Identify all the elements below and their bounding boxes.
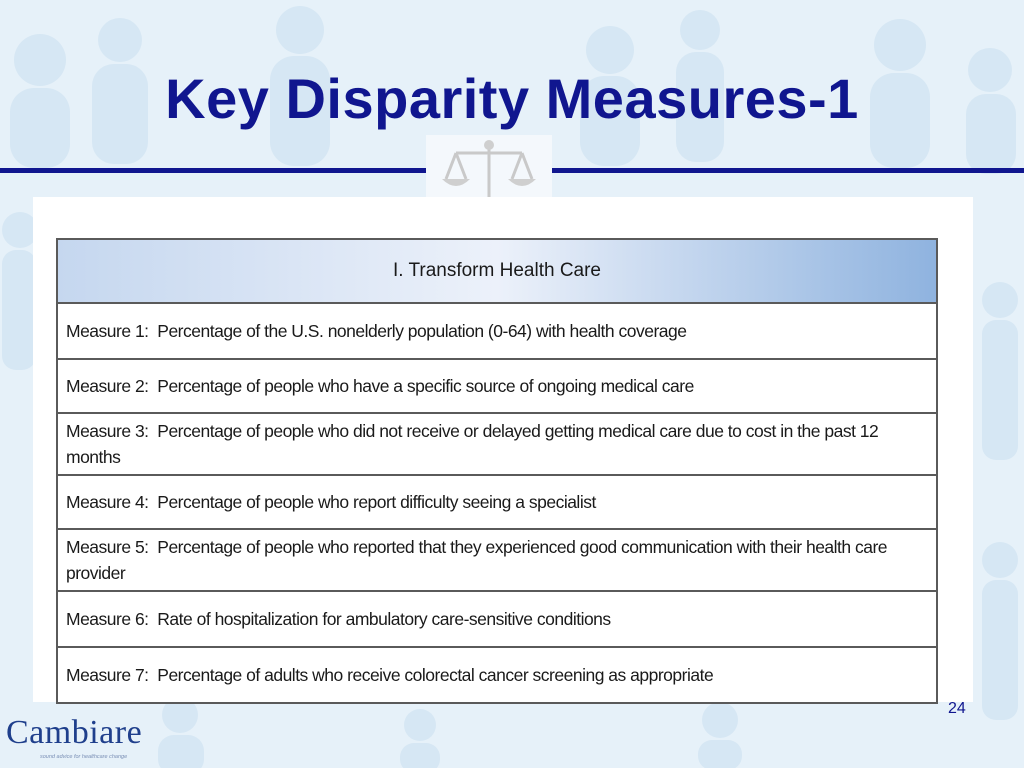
- measure-text: Percentage of adults who receive colorectal cancer screening as appropriate: [157, 665, 714, 685]
- cambiare-logo: [6, 714, 143, 760]
- measures-table: [56, 238, 938, 704]
- table-row: [58, 476, 936, 530]
- page-number: 24: [948, 700, 966, 717]
- table-row: [58, 648, 936, 704]
- measure-label: Measure 3:: [66, 421, 158, 441]
- table-row: [58, 530, 936, 592]
- measure-label: Measure 5:: [66, 537, 158, 557]
- measure-text: Percentage of people who reported that they experienced good communication with their health care provider: [66, 537, 888, 583]
- measure-label: Measure 2:: [66, 376, 158, 396]
- table-row: [58, 592, 936, 648]
- measure-text: Percentage of people who did not receive or delayed getting medical care due to cost in the past 12 months: [66, 421, 879, 467]
- table-header: I. Transform Health Care: [58, 240, 936, 304]
- table-row: [58, 360, 936, 414]
- table-row: [58, 414, 936, 476]
- measure-text: Rate of hospitalization for ambulatory care-sensitive conditions: [157, 609, 611, 629]
- measure-text: Percentage of people who report difficulty seeing a specialist: [157, 492, 596, 512]
- title-divider-right: [552, 168, 1024, 173]
- measure-label: Measure 1:: [66, 321, 158, 341]
- measure-text: Percentage of the U.S. nonelderly population (0-64) with health coverage: [157, 321, 687, 341]
- slide-title: Key Disparity Measures-1: [165, 67, 859, 130]
- measure-text: Percentage of people who have a specific source of ongoing medical care: [157, 376, 694, 396]
- measure-label: Measure 7:: [66, 665, 158, 685]
- measure-label: Measure 4:: [66, 492, 158, 512]
- logo-tagline: sound advice for healthcare change: [40, 754, 128, 760]
- title-divider-left: [0, 168, 426, 173]
- logo-wordmark: Cambiare: [6, 714, 143, 751]
- table-row: [58, 304, 936, 360]
- measure-label: Measure 6:: [66, 609, 158, 629]
